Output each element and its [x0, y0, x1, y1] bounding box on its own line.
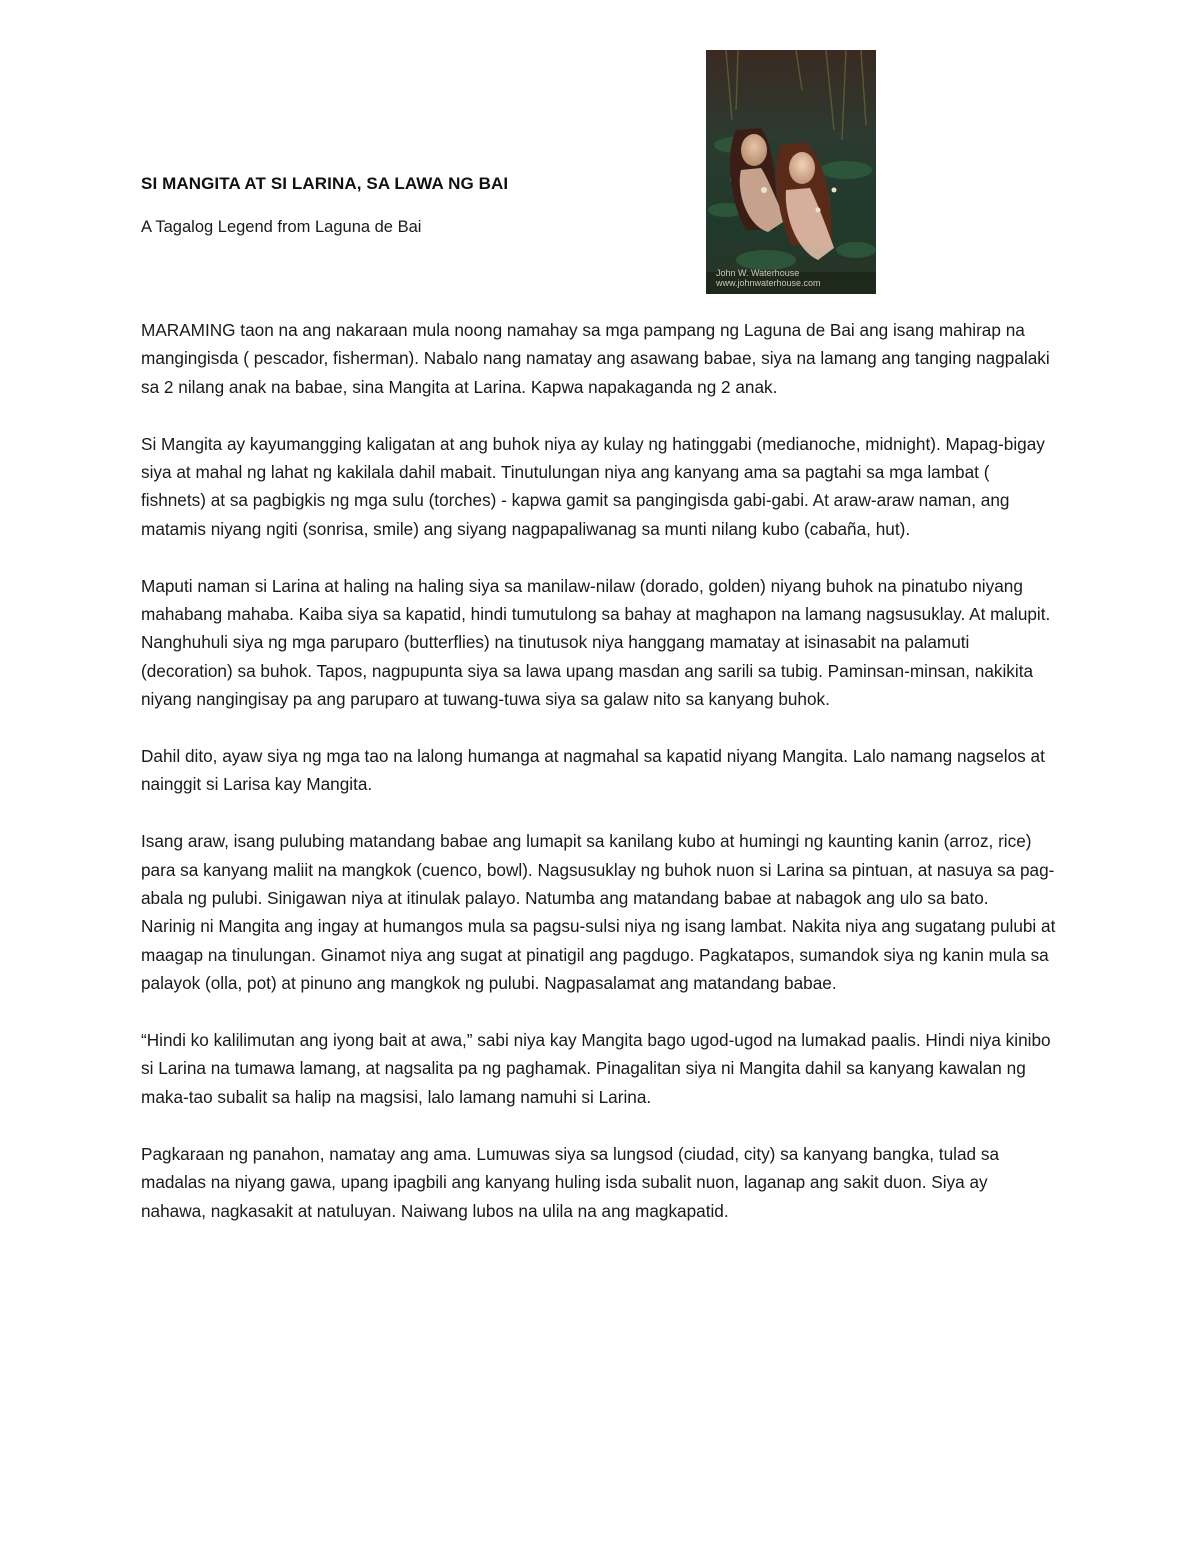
- document-subtitle: A Tagalog Legend from Laguna de Bai: [141, 218, 422, 236]
- painting-credit-url: www.johnwaterhouse.com: [716, 278, 821, 288]
- paragraph-2: Si Mangita ay kayumangging kaligatan at ang buhok niya ay kulay ng hatinggabi (medianoche, midnight). Mapag-bigay siya at mahal ng lahat ng kakilala dahil mabait. Tinutulungan niya ang kanyang ama sa pagtahi sa mga lambat ( fishnets) at sa pagbigkis ng mga sulu (torches) - kapwa gamit sa pangingisda gabi-gabi. At araw-araw naman, ang matamis niyang ngiti (sonrisa, smile) ang siyang nagpapaliwanag sa munti nilang kubo (cabaña, hut).: [141, 433, 1045, 539]
- document-title: SI MANGITA AT SI LARINA, SA LAWA NG BAI: [141, 174, 509, 193]
- paragraph-5: Isang araw, isang pulubing matandang babae ang lumapit sa kanilang kubo at humingi ng kaunting kanin (arroz, rice) para sa kanyang maliit na mangkok (cuenco, bowl). Nagsusuklay ng buhok nuon si Larina sa pintuan, at nasuya sa pag-abala ng pulubi. Sinigawan niya at itinulak palayo. Natumba ang matandang babae at nabagok ang ulo sa bato.: [141, 831, 1055, 909]
- painting-credit-author: John W. Waterhouse: [716, 268, 800, 278]
- paragraph-7: “Hindi ko kalilimutan ang iyong bait at awa,” sabi niya kay Mangita bago ugod-ugod na lumakad paalis. Hindi niya kinibo si Larina na tumawa lamang, at nagsalita pa ng paghamak. Pinagalitan siya ni Mangita dahil sa kanyang kawalan ng maka-tao subalit sa halip na magsisi, lalo lamang namuhi si Larina.: [141, 1030, 1051, 1107]
- paragraph-1: MARAMING taon na ang nakaraan mula noong namahay sa mga pampang ng Laguna de Bai ang isang mahirap na mangingisda ( pescador, fisherman). Nabalo nang namatay ang asawang babae, siya na lamang ang tanging nagpalaki sa 2 nilang anak na babae, sina Mangita at Larina. Kapwa napakaganda ng 2 anak.: [141, 320, 1050, 397]
- paragraph-8: Pagkaraan ng panahon, namatay ang ama. Lumuwas siya sa lungsod (ciudad, city) sa kanyang bangka, tulad sa madalas na niyang gawa, upang ipagbili ang kanyang huling isda subalit nuon, laganap ang sakit duon. Siya ay nahawa, nagkasakit at natuluyan. Naiwang lubos na ulila na ang magkapatid.: [141, 1143, 1000, 1221]
- paragraph-6: Narinig ni Mangita ang ingay at humangos mula sa pagsu-sulsi niya ng isang lambat. Nakita niya ang sugatang pulubi at maagap na tinulungan. Ginamot niya ang sugat at pinatigil ang pagdugo. Pagkatapos, sumandok siya ng kanin mula sa palayok (olla, pot) at pinuno ang mangkok ng pulubi. Nagpasalamat ang matandang babae.: [141, 916, 1056, 994]
- painting-credit: [716, 268, 821, 288]
- paragraph-3: Maputi naman si Larina at haling na haling siya sa manilaw-nilaw (dorado, golden) niyang buhok na pinatubo niyang mahabang mahaba. Kaiba siya sa kapatid, hindi tumutulong sa bahay at maghapon na lamang nagsusuklay. At malupit. Nanghuhuli siya ng mga paruparo (butterflies) na tinutusok niya hanggang mamatay at isinasabit na palamuti (decoration) sa buhok. Tapos, nagpupunta siya sa lawa upang masdan ang sarili sa tubig. Paminsan-minsan, nakikita niyang nangingisay pa ang paruparo at tuwang-tuwa siya sa galaw nito sa kanyang buhok.: [141, 575, 1051, 710]
- paragraph-4: Dahil dito, ayaw siya ng mga tao na lalong humanga at nagmahal sa kapatid niyang Mangita. Lalo namang nagselos at nainggit si Larisa kay Mangita.: [141, 746, 1045, 795]
- painting-image: [706, 50, 876, 294]
- painting-icon: [706, 50, 876, 294]
- document-body: [141, 316, 1057, 1225]
